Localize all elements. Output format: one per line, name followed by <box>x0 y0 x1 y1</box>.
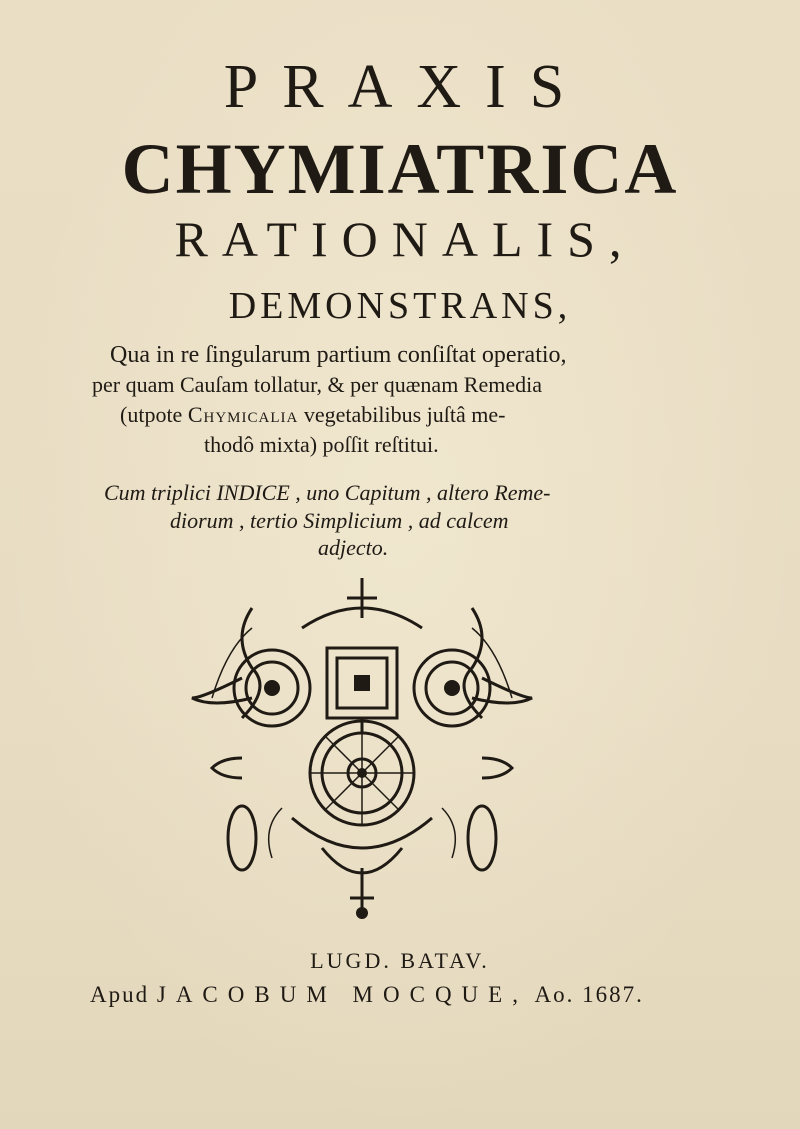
title-rationalis: RATIONALIS, <box>174 211 636 267</box>
title-praxis: PRAXIS <box>223 53 589 121</box>
indices-line-3: adjecto. <box>318 535 389 560</box>
imprint-year: Ao. 1687. <box>534 982 644 1007</box>
description-line-2: per quam Cauſam tollatur, & per quænam Remedia <box>92 372 543 397</box>
printers-device-ornament <box>182 568 542 928</box>
description-line-3-post: vegetabilibus juſtâ me- <box>298 402 506 427</box>
title-demonstrans: DEMONSTRANS, <box>228 285 572 327</box>
title-chymiatrica: CHYMIATRICA <box>121 129 679 209</box>
imprint-place: LUGD. BATAV. <box>310 948 490 973</box>
description-line-3-smallcaps: Chymicalia <box>187 402 299 427</box>
description-line-3-pre: (utpote <box>120 402 188 427</box>
indices-line-1: Cum triplici INDICE , uno Capitum , altero Reme- <box>104 480 551 505</box>
indices-line-2: diorum , tertio Simplicium , ad calcem <box>170 508 509 533</box>
imprint-line <box>90 982 644 1008</box>
imprint-publisher: JACOBUM MOCQUE, <box>156 982 528 1007</box>
description-line-4: thodô mixta) poſſit reſtitui. <box>204 432 439 457</box>
imprint-apud: Apud <box>90 982 150 1007</box>
description-line-3 <box>120 402 505 428</box>
description-line-1: Qua in re ſingularum partium conſiſtat operatio, <box>110 342 567 368</box>
